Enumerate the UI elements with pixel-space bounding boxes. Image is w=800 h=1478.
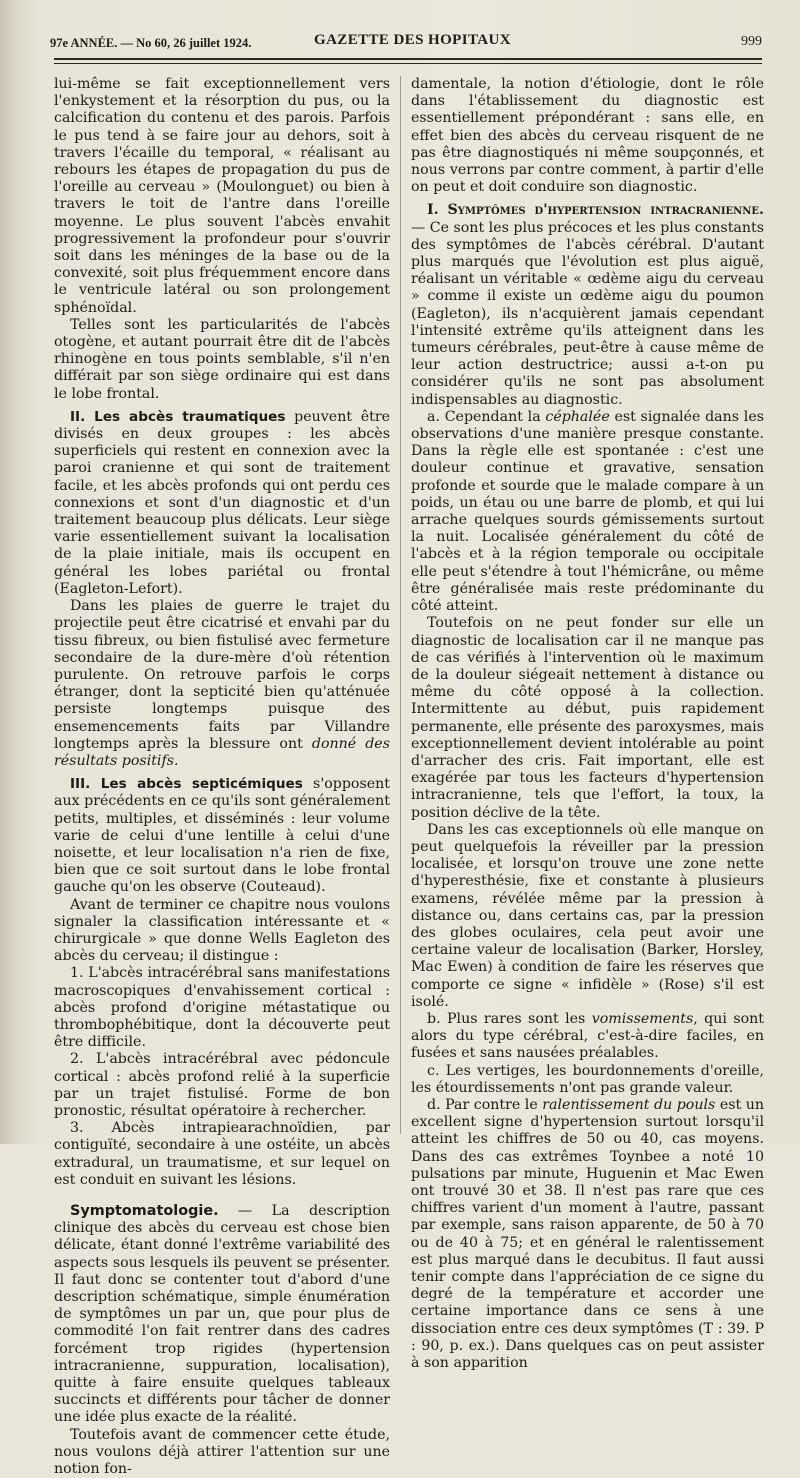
paragraph-text: Dans les plaies de guerre le trajet du projectile peut être cicatrisé et envahi par du tissu fibreux, ou bien fistulisé avec fermeture secondaire de la dure-mère d'où rétention purulente. On retrouve parfois le corps étranger, dont la septicité bien qu'atténuée persiste longtemps puisque des ensemencements faits par Villandre longtemps après la blessure ont xyxy=(54,598,390,752)
paragraph-text: 1. L'abcès intracérébral sans manifestations macroscopiques d'envahissement cortical : abcès profond d'origine métastatique ou thrombophébitique, dont la découverte peut être difficile. xyxy=(54,965,390,1051)
paragraph-text: peuvent être divisés en deux groupes : les abcès superficiels qui restent en connexion avec la paroi cranienne et qui sont de traitement facile, et les abcès profonds qui ont perdu ces connexions et sont d'un diagnostic et d'un traitement beaucoup plus délicats. Leur siège varie essentiellement suivant la localisation de la plaie initiale, mais ils occupent en général les lobes pariétal ou frontal (Eagleton-Lefort). xyxy=(54,408,390,597)
list-item xyxy=(54,965,390,1051)
paragraph-text: c. Les vertiges, les bourdonnements d'oreille, les étourdissements n'ont pas grande valeur. xyxy=(411,1062,764,1096)
page-number: 999 xyxy=(741,34,762,49)
paragraph-text: a. Cependant la xyxy=(427,408,546,425)
italic-text: donné des résultats positifs. xyxy=(54,735,390,769)
paragraph-text: b. Plus rares sont les xyxy=(427,1010,592,1027)
paragraph-text: — La description clinique des abcès du cerveau est chose bien délicate, étant donné l'extrême variabilité des aspects sous lesquels ils peuvent se présenter. Il faut donc se contenter tout d'abord d'une description schématique, simple énumération de symptômes un par un, que pour plus de commodité l'on fait rentrer dans des cadres forcément trop rigides (hypertension intracranienne, suppuration, localisation), quitte à faire ensuite quelques tableaux succincts et différents pour tâcher de donner une idée plus exacte de la réalité. xyxy=(54,1203,390,1426)
paragraph xyxy=(54,317,390,403)
paragraph xyxy=(54,409,390,598)
section-heading: II. Les abcès traumatiques xyxy=(70,408,286,425)
left-column xyxy=(54,76,390,1478)
paragraph-text: lui-même se fait exceptionnellement vers l'enkystement et la résorption du pus, ou la calcification du contenu et des parois. Parfois le pus tend à se faire jour au dehors, soit à travers l'écaille du temporal, « réalisant au rebours les étapes de propagation du pus de l'oreille au cerveau » (Moulonguet) ou bien à travers le toit de l'antre dans l'oreille moyenne. Le plus souvent l'abcès envahit progressivement la profondeur pour s'ouvrir soit dans les méninges de la base ou de la convexité, soit plus fréquemment encore dans le ventricule latéral ou son prolongement sphénoïdal. xyxy=(54,76,390,316)
column-divider xyxy=(400,76,401,1134)
right-column xyxy=(411,76,765,1372)
paragraph-text: Avant de terminer ce chapitre nous voulons signaler la classification intéressante et « chirurgicale » que donne Wells Eagleton des abcès du cerveau; il distingue : xyxy=(54,896,390,965)
paragraph xyxy=(411,1063,764,1097)
paragraph-text: — Ce sont les plus précoces et les plus constants des symptômes de l'abcès cérébral. D'autant plus marqués que l'évolution est plus aiguë, réalisant un véritable « œdème aigu du cerveau » comme il existe un œdème aigu du poumon (Eagleton), ils n'acquièrent jamais cependant l'intensité extrême qu'ils atteignent dans les tumeurs cérébrales, peut-être à cause même de leur action destructrice; aussi a-t-on pu considérer qu'ils ne sont pas absolument indispensables au diagnostic. xyxy=(411,219,764,408)
paragraph xyxy=(411,615,764,821)
paragraph xyxy=(54,76,390,317)
paragraph-text: damentale, la notion d'étiologie, dont le rôle dans l'établissement du diagnostic est essentiellement prépondérant : sans elle, en effet bien des abcès du cerveau risquent de ne pas être diagnostiqués ni même soupçonnés, et nous verrons par contre comment, à partir d'elle on peut et doit conduire son diagnostic. xyxy=(411,76,764,196)
paragraph xyxy=(411,1097,764,1372)
paragraph-text: Toutefois avant de commencer cette étude, nous voulons déjà attirer l'attention sur une notion fon- xyxy=(54,1426,390,1478)
paragraph xyxy=(54,897,390,966)
section-heading: I. Symptômes d'hypertension intracranienne. xyxy=(427,202,764,219)
paragraph xyxy=(54,776,390,896)
paragraph-text: , qui sont alors du type cérébral, c'est-à-dire faciles, en fusées et sans nausées préalables. xyxy=(411,1010,764,1062)
paragraph xyxy=(54,1427,390,1478)
paragraph-text: s'opposent aux précédents en ce qu'ils sont généralement petits, multiples, et disséminés : leur volume varie de celui d'une lentille à celui d'une noisette, et leur localisation n'a rien de fixe, bien que ce soit surtout dans le lobe frontal gauche qu'on les observe (Couteaud). xyxy=(54,776,390,896)
list-item xyxy=(54,1120,390,1189)
paragraph xyxy=(411,202,764,408)
list-item xyxy=(54,1051,390,1120)
paragraph-text: Dans les cas exceptionnels où elle manque on peut quelquefois la réveiller par la pression localisée, et lorsqu'on trouve une zone nette d'hyperesthésie, fixe et constante à plusieurs examens, révélée même par la pression à distance ou, dans certains cas, par la pression des globes oculaires, cela peut avoir une certaine valeur de localisation (Barker, Horsley, Mac Ewen) à condition de faire les réserves que comporte ce signe « infidèle » (Rose) s'il est isolé. xyxy=(411,821,764,1010)
section-heading: Symptomatologie. xyxy=(70,1203,219,1219)
italic-text: vomissements xyxy=(591,1010,694,1027)
section-heading: III. Les abcès septicémiques xyxy=(70,776,303,793)
paragraph-text: est signalée dans les observations d'une manière presque constante. Dans la règle elle est spontanée : c'est une douleur continue et gravative, sensation profonde et sourde que le malade compare à un poids, un étau ou une barre de plomb, et qui lui arrache quelques sourds gémissements surtout la nuit. Localisée généralement du côté de l'abcès et à la région temporale ou occipitale elle peut s'étendre à tout l'hémicrâne, ou même être généralisée mais reste prédominante du côté atteint. xyxy=(411,408,764,615)
paragraph xyxy=(411,822,764,1011)
issue-info: 97e ANNÉE. — No 60, 26 juillet 1924. xyxy=(50,36,252,50)
header-rule-thin xyxy=(54,63,762,64)
paragraph xyxy=(54,598,390,770)
italic-text: ralentissement du pouls xyxy=(542,1096,716,1113)
paragraph-text: 3. Abcès intrapiearachnoïdien, par contiguïté, secondaire à une ostéite, un abcès extradural, un traumatisme, et sur lequel on est conduit en suivant les lésions. xyxy=(54,1120,390,1188)
paragraph-text: 2. L'abcès intracérébral avec pédoncule cortical : abcès profond relié à la superficie par un trajet fistulisé. Forme de bon pronostic, résultat opératoire à rechercher. xyxy=(54,1051,390,1119)
publication-title: GAZETTE DES HOPITAUX xyxy=(314,32,511,48)
paragraph-text: est un excellent signe d'hypertension surtout lorsqu'il atteint les chiffres de 50 ou 40, cas moyens. Dans des cas extrêmes Toynbee a noté 10 pulsations par minute, Huguenin et Mac Ewen ont trouvé 30 et 38. Il n'est pas rare que ces chiffres varient d'un moment à l'autre, passant par exemple, sans raison apparente, de 50 à 70 ou de 40 à 75; et en général le ralentissement est plus marqué dans le decubitus. Il faut aussi tenir compte dans l'appréciation de ce signe du degré de la température et accorder une certaine importance dans ce sens à une dissociation entre ces deux symptômes (T : 39. P : 90, p. ex.). Dans quelques cas on peut assister à son apparition xyxy=(411,1096,765,1372)
paragraph xyxy=(411,76,764,196)
paragraph xyxy=(54,1203,390,1427)
paragraph-text: d. Par contre le xyxy=(427,1096,543,1113)
paragraph xyxy=(411,1011,764,1063)
paragraph xyxy=(411,409,764,615)
header-rule-thick xyxy=(54,58,762,60)
paragraph-text: Toutefois on ne peut fonder sur elle un diagnostic de localisation car il ne manque pas de cas vérifiés à l'intervention où le maximum de la douleur siégeait nettement à distance ou même du côté opposé à la collection. Intermittente au début, puis rapidement permanente, elle présente des paroxysmes, mais exceptionnellement devient intolérable au point d'arracher des cris. Fait important, elle est exagérée par tous les facteurs d'hypertension intracranienne, tels que l'effort, la toux, la position déclive de la tête. xyxy=(411,615,764,821)
italic-text: céphalée xyxy=(545,408,610,425)
page-header xyxy=(50,30,762,56)
paragraph-text: Telles sont les particularités de l'abcès otogène, et autant pourrait être dit de l'abcès rhinogène en tous points semblable, s'il n'en différait par son siège ordinaire qui est dans le lobe frontal. xyxy=(54,316,390,402)
